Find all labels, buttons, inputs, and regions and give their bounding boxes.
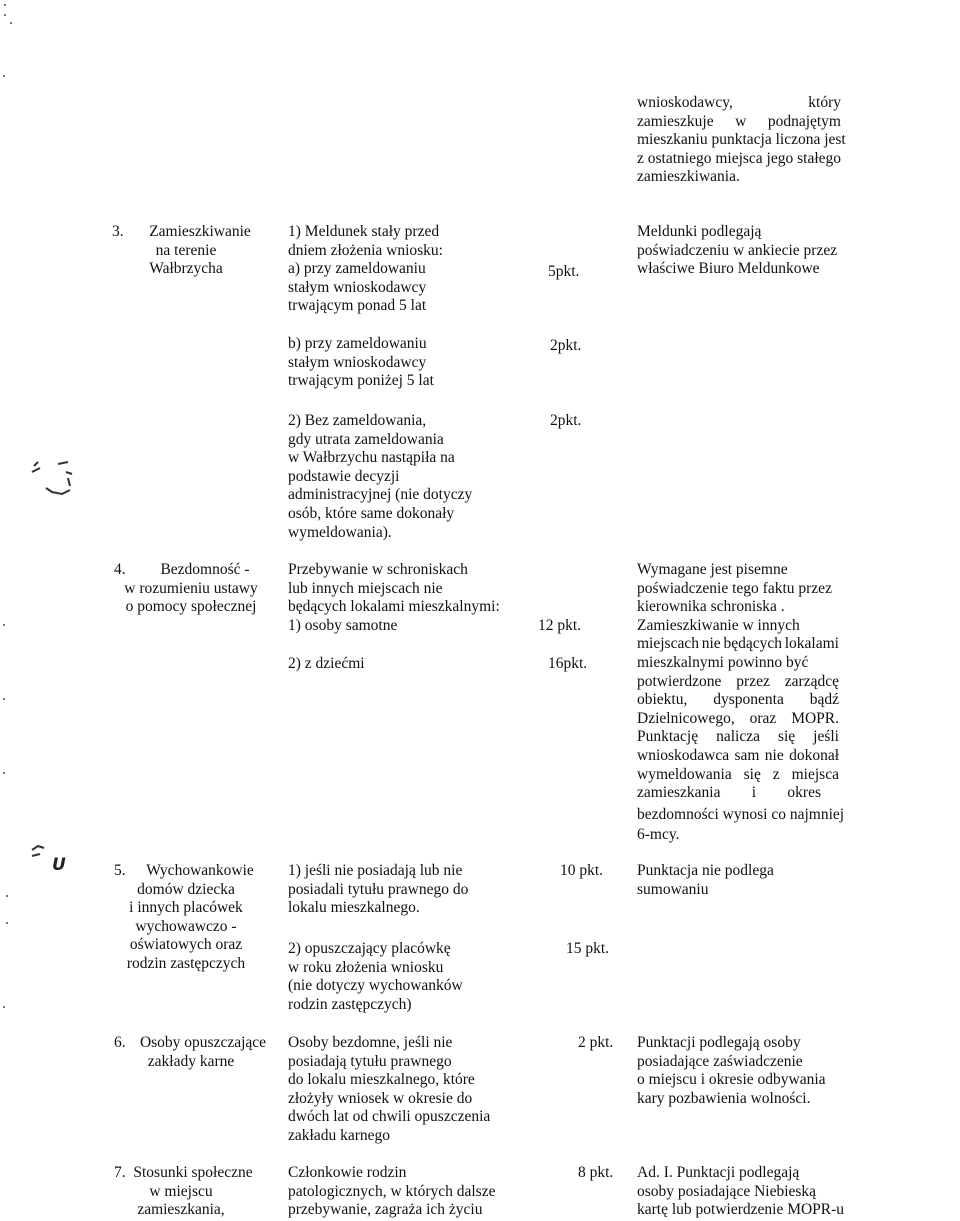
text-line: Przebywanie w schroniskach	[288, 561, 468, 578]
text-line: 1) Meldunek stały przed	[288, 223, 440, 240]
row-3-points-b: 2pkt.	[550, 337, 582, 354]
scan-artifact	[30, 842, 54, 862]
text-line: mieszkalnymi powinno być	[637, 653, 809, 671]
text-line: mieszkaniu punktacja liczona jest	[637, 131, 846, 149]
row-7-points: 8 pkt.	[578, 1164, 614, 1181]
text-line: zakłady karne	[147, 1052, 235, 1070]
scan-speck	[3, 624, 5, 626]
row-4-criteria-2: 2) z dziećmi	[288, 655, 365, 672]
text-line: zakładu karnego	[288, 1126, 390, 1144]
text-line: wnioskodawcy, który	[637, 94, 841, 111]
text-line: posiadali tytułu prawnego do	[288, 880, 469, 898]
row-5-category	[106, 862, 266, 974]
row-5-points-2: 15 pkt.	[566, 940, 610, 957]
row-3-remarks	[637, 223, 837, 279]
text-line: osoby posiadające Niebieską	[637, 1182, 817, 1200]
scan-speck	[4, 4, 6, 6]
text-line: sumowaniu	[637, 880, 709, 898]
row-7-criteria	[288, 1164, 495, 1220]
scan-speck	[6, 895, 8, 897]
text-line: Wymagane jest pisemne	[637, 561, 788, 578]
text-line: stałym wnioskodawcy	[288, 353, 427, 371]
margin-mark: U	[52, 855, 66, 875]
row-3-category	[106, 223, 266, 279]
text-line: na terenie	[155, 241, 217, 259]
text-line: rodzin zastępczych	[126, 954, 246, 972]
text-line: obiektu, dysponenta bądź	[637, 691, 839, 709]
text-line: poświadczenie tego faktu przez	[637, 579, 832, 597]
text-line: administracyjnej (nie dotyczy	[288, 486, 473, 504]
row-4-category	[106, 561, 276, 617]
text-line: do lokalu mieszkalnego, które	[288, 1071, 475, 1089]
scan-speck	[6, 922, 8, 924]
text-line: zamieszkania,	[137, 1201, 225, 1219]
row-7-remarks	[637, 1164, 844, 1220]
scan-speck	[3, 698, 5, 700]
text-line: trwającym poniżej 5 lat	[288, 372, 434, 390]
text-line: potwierdzone przez zarządcę	[637, 672, 839, 690]
row-7-number: 7.	[114, 1164, 126, 1181]
text-line: lub innych miejscach nie	[288, 579, 443, 597]
scan-artifact	[28, 458, 76, 502]
row-3-number: 3.	[112, 223, 124, 240]
row-3-criteria-a	[288, 223, 443, 316]
text-line: b) przy zameldowaniu	[288, 335, 427, 352]
text-line: Stosunki społeczne	[133, 1164, 253, 1181]
text-line: Członkowie rodzin	[288, 1164, 407, 1181]
text-line: domów dziecka	[137, 880, 235, 898]
text-line: lokalu mieszkalnego.	[288, 899, 420, 917]
text-line: Meldunki podlegają	[637, 223, 762, 240]
row-3-criteria-b	[288, 335, 434, 391]
text-line: kierownika schroniska .	[637, 598, 785, 616]
text-line: trwającym ponad 5 lat	[288, 297, 427, 315]
row-4-remarks-justified	[637, 635, 839, 802]
scan-speck	[3, 75, 5, 77]
text-line: Punktacja nie podlega	[637, 862, 774, 879]
text-line: 2) Bez zameldowania,	[288, 412, 427, 429]
text-line: Zamieszkiwanie	[149, 223, 251, 240]
text-line: 1) jeśli nie posiadają lub nie	[288, 862, 463, 879]
row-6-criteria	[288, 1034, 490, 1146]
text-line: w roku złożenia wniosku	[288, 958, 444, 976]
text-line: wymeldowania).	[288, 523, 392, 541]
text-line: kartę lub potwierdzenie MOPR-u	[637, 1201, 845, 1219]
text-line: bezdomności wynosi co najmniej	[637, 806, 845, 823]
text-line: 6-mcy.	[637, 826, 680, 843]
text-line: Dzielnicowego, oraz MOPR.	[637, 709, 839, 727]
text-line: posiadające zaświadczenie	[637, 1052, 803, 1070]
row-4-number: 4.	[114, 561, 126, 578]
text-line: gdy utrata zameldowania	[288, 430, 444, 448]
row-4-criteria	[288, 561, 500, 635]
text-line: w rozumieniu ustawy	[124, 579, 258, 597]
text-line: wychowawczo -	[135, 917, 237, 935]
text-line: miejscach nie będących lokalami	[637, 635, 839, 653]
text-line: 1) osoby samotne	[288, 616, 398, 634]
text-line: o pomocy społecznej	[125, 598, 257, 616]
text-line: o miejscu i okresie odbywania	[637, 1071, 826, 1089]
text-line: zamieszkania i okres	[637, 784, 821, 802]
text-line: poświadczeniu w ankiecie przez	[637, 241, 838, 259]
text-line: będących lokalami mieszkalnymi:	[288, 598, 500, 616]
scan-speck	[3, 1006, 5, 1008]
text-line: właściwe Biuro Meldunkowe	[637, 260, 820, 278]
text-line: posiadają tytułu prawnego	[288, 1052, 452, 1070]
row-6-points: 2 pkt.	[578, 1034, 614, 1051]
row-5-points-1: 10 pkt.	[560, 862, 604, 879]
text-line: Osoby bezdomne, jeśli nie	[288, 1034, 453, 1051]
text-line: przebywanie, zagraża ich życiu	[288, 1201, 483, 1219]
remarks-continuation	[637, 94, 846, 187]
text-line: Ad. I. Punktacji podlegają	[637, 1164, 800, 1181]
text-line: oświatowych oraz	[129, 936, 243, 954]
text-line: w Wałbrzychu nastąpiła na	[288, 449, 455, 467]
row-7-category	[106, 1164, 256, 1220]
text-line: zamieszkuje w podnajętym	[637, 112, 841, 130]
text-line: Punktacji podlegają osoby	[637, 1034, 801, 1051]
row-3-criteria-c	[288, 412, 472, 542]
row-5-remarks	[637, 862, 774, 899]
row-4-remarks-end	[637, 805, 844, 845]
text-line: Wałbrzycha	[149, 260, 223, 278]
text-line: Punktację nalicza się jeśli	[637, 728, 839, 746]
text-line: Osoby opuszczające	[139, 1034, 267, 1051]
row-5-criteria-2	[288, 940, 463, 1014]
scan-speck	[4, 14, 6, 16]
text-line: podstawie decyzji	[288, 467, 400, 485]
text-line: i innych placówek	[129, 899, 243, 917]
row-6-category	[106, 1034, 276, 1071]
text-line: (nie dotyczy wychowanków	[288, 977, 463, 995]
text-line: z ostatniego miejsca jego stałego	[637, 149, 842, 167]
text-line: kary pozbawienia wolności.	[637, 1089, 811, 1107]
text-line: dwóch lat od chwili opuszczenia	[288, 1108, 491, 1126]
text-line: Bezdomność -	[160, 561, 250, 578]
scan-speck	[3, 772, 5, 774]
row-5-criteria-1	[288, 862, 468, 918]
text-line: w miejscu	[149, 1182, 213, 1200]
text-line: 2) opuszczający placówkę	[288, 940, 451, 957]
text-line: a) przy zameldowaniu	[288, 260, 426, 278]
row-4-remarks	[637, 561, 832, 635]
text-line: wymeldowania się z miejsca	[637, 765, 839, 783]
row-4-points-1: 12 pkt.	[538, 617, 582, 634]
row-4-points-2: 16pkt.	[548, 655, 588, 672]
scan-speck	[10, 22, 12, 24]
row-5-number: 5.	[114, 862, 126, 879]
row-6-remarks	[637, 1034, 826, 1108]
text-line: patologicznych, w których dalsze	[288, 1182, 496, 1200]
row-6-number: 6.	[114, 1034, 126, 1051]
row-3-points-c: 2pkt.	[550, 412, 582, 429]
row-3-points-a: 5pkt.	[548, 263, 580, 280]
text-line: złożyły wniosek w okresie do	[288, 1089, 473, 1107]
text-line: wnioskodawca sam nie dokonał	[637, 746, 839, 764]
text-line: Zamieszkiwanie w innych	[637, 616, 800, 634]
text-line: Wychowankowie	[146, 862, 254, 879]
text-line: zamieszkiwania.	[637, 168, 740, 186]
text-line: stałym wnioskodawcy	[288, 278, 427, 296]
text-line: dniem złożenia wniosku:	[288, 241, 443, 259]
text-line: osób, które same dokonały	[288, 504, 455, 522]
text-line: rodzin zastępczych)	[288, 995, 412, 1013]
